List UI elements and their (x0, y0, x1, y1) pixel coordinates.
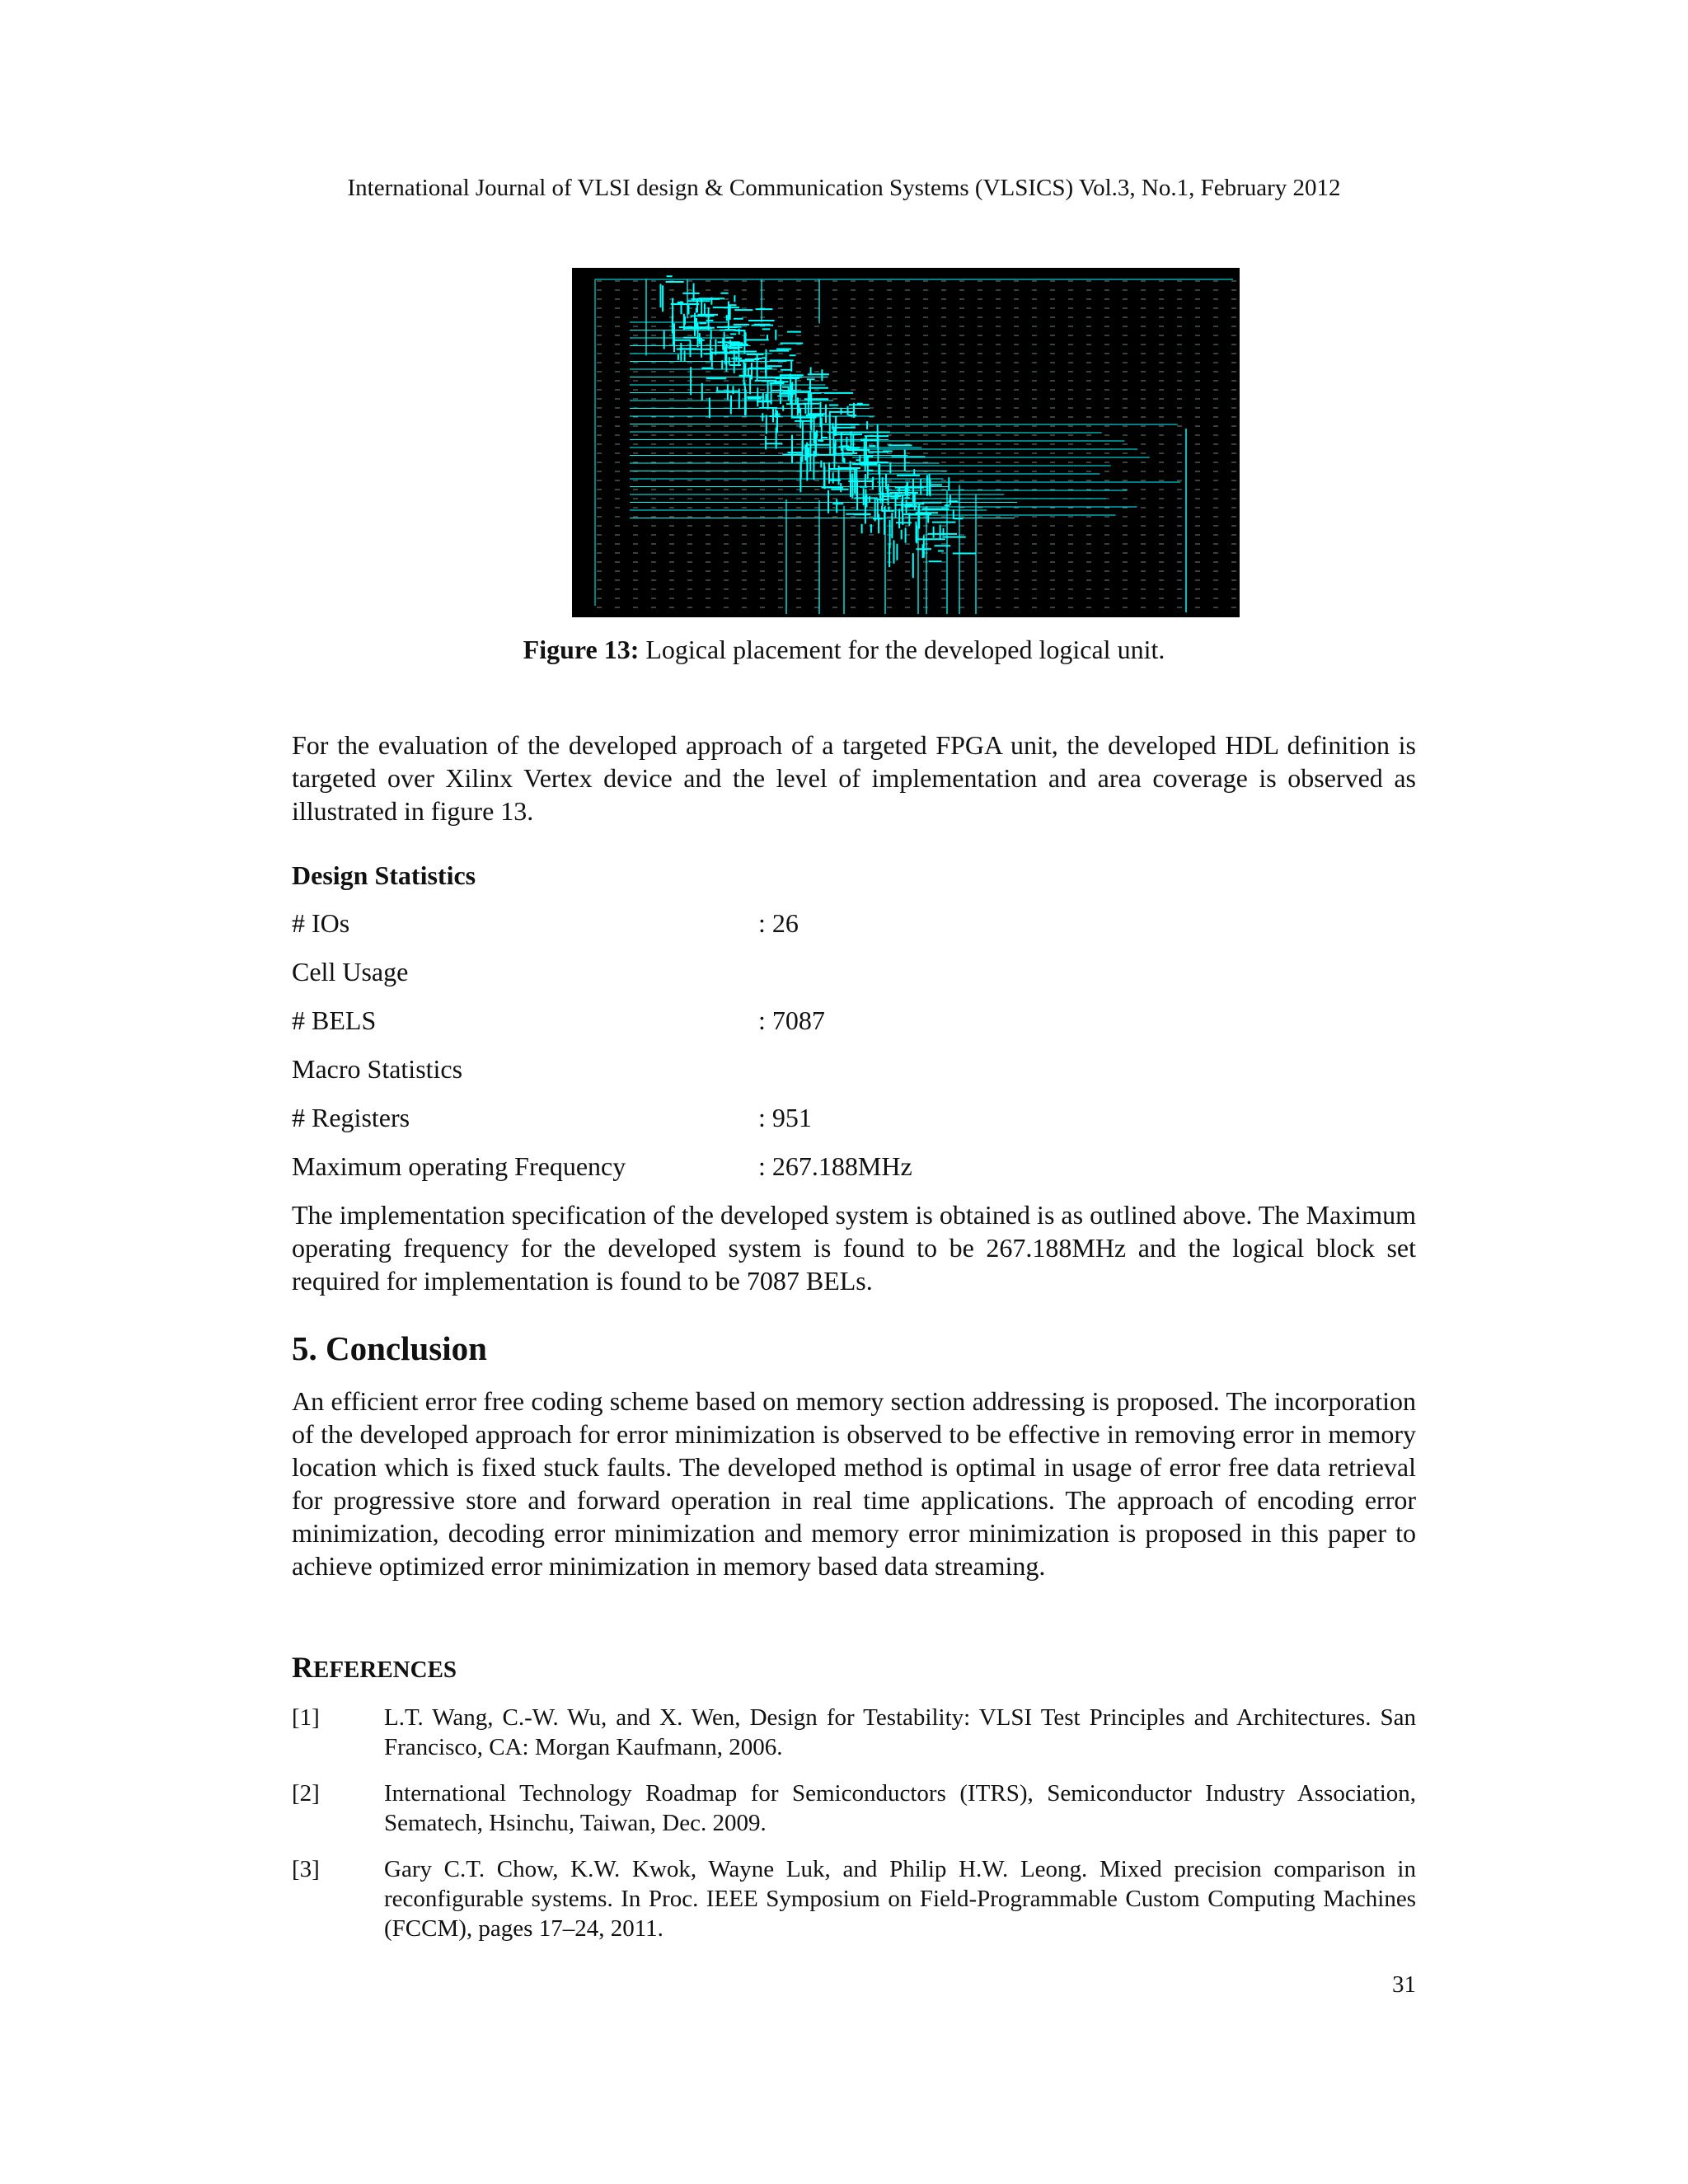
stat-value: : 7087 (758, 1005, 825, 1035)
figure-caption-text: Logical placement for the developed logical unit. (639, 635, 1165, 664)
routing-bus-right (819, 424, 1180, 515)
stat-label: # BELS (292, 1005, 377, 1035)
stat-label: Macro Statistics (292, 1054, 463, 1084)
stat-label: Maximum operating Frequency (292, 1151, 626, 1181)
intro-paragraph: For the evaluation of the developed approach of a targeted FPGA unit, the developed HDL definition is targeted over Xilinx Vertex device and the level of implementation and area coverage is observed as illustrated in figure 13. (292, 730, 1416, 826)
reference-number: [2] (292, 1780, 320, 1807)
stat-row (292, 908, 1416, 941)
references-heading (292, 1650, 457, 1685)
conclusion-paragraph: An efficient error free coding scheme based on memory section addressing is proposed. The incorporation of the developed approach for error minimization is observed to be effective in removing error in memory location which is fixed stuck faults. The developed method is optimal in usage of error free data retrieval for progressive store and forward operation in real time applications. The approach of encoding error minimization, decoding error minimization and memory error minimization is proposed in this paper to achieve optimized error minimization in memory based data streaming. (292, 1386, 1416, 1581)
conclusion-heading: 5. Conclusion (292, 1329, 487, 1367)
reference-number: [3] (292, 1856, 320, 1882)
stat-row (292, 1151, 1416, 1184)
stat-value: : 267.188MHz (758, 1151, 912, 1181)
reference-text: L.T. Wang, C.-W. Wu, and X. Wen, Design for Testability: VLSI Test Principles and Architectures. San Francisco, CA: Morgan Kaufmann, 2006. (384, 1704, 1416, 1760)
stat-row (292, 957, 1416, 990)
references-heading-rest: EFERENCES (313, 1657, 457, 1683)
routing-cluster (661, 276, 977, 578)
reference-item (292, 1854, 1416, 1943)
stat-row (292, 1054, 1416, 1087)
page-number: 31 (1392, 1971, 1416, 1998)
reference-number: [1] (292, 1704, 320, 1731)
stat-value: : 26 (758, 908, 799, 938)
stat-label: # Registers (292, 1103, 410, 1132)
stat-label: # IOs (292, 908, 350, 938)
reference-text: Gary C.T. Chow, K.W. Kwok, Wayne Luk, and Philip H.W. Leong. Mixed precision comparison in reconfigurable systems. In Proc. IEEE Symposium on Field-Programmable Custom Computing Machines (FCCM), pages 17–24, 2011. (384, 1856, 1416, 1942)
stat-value: : 951 (758, 1103, 812, 1132)
stat-label: Cell Usage (292, 957, 409, 987)
design-statistics-title: Design Statistics (292, 860, 476, 890)
placement-diagram (572, 268, 1240, 617)
references-heading-initial: R (292, 1651, 313, 1684)
stat-row (292, 1103, 1416, 1136)
summary-paragraph: The implementation specification of the developed system is obtained is as outlined above. The Maximum operating frequency for the developed system is found to be 267.188MHz and the logical block set required for implementation is found to be 7087 BELs. (292, 1200, 1416, 1296)
reference-item (292, 1779, 1416, 1838)
journal-header: International Journal of VLSI design & Communication Systems (VLSICS) Vol.3, No.1, February 2012 (347, 175, 1341, 201)
reference-text: International Technology Roadmap for Semiconductors (ITRS), Semiconductor Industry Association, Sematech, Hsinchu, Taiwan, Dec. 2009. (384, 1780, 1416, 1836)
stat-row (292, 1005, 1416, 1038)
placement-figure (572, 268, 1240, 617)
figure-caption-label: Figure 13: (523, 635, 640, 664)
figure-caption (0, 635, 1688, 665)
reference-item (292, 1703, 1416, 1762)
